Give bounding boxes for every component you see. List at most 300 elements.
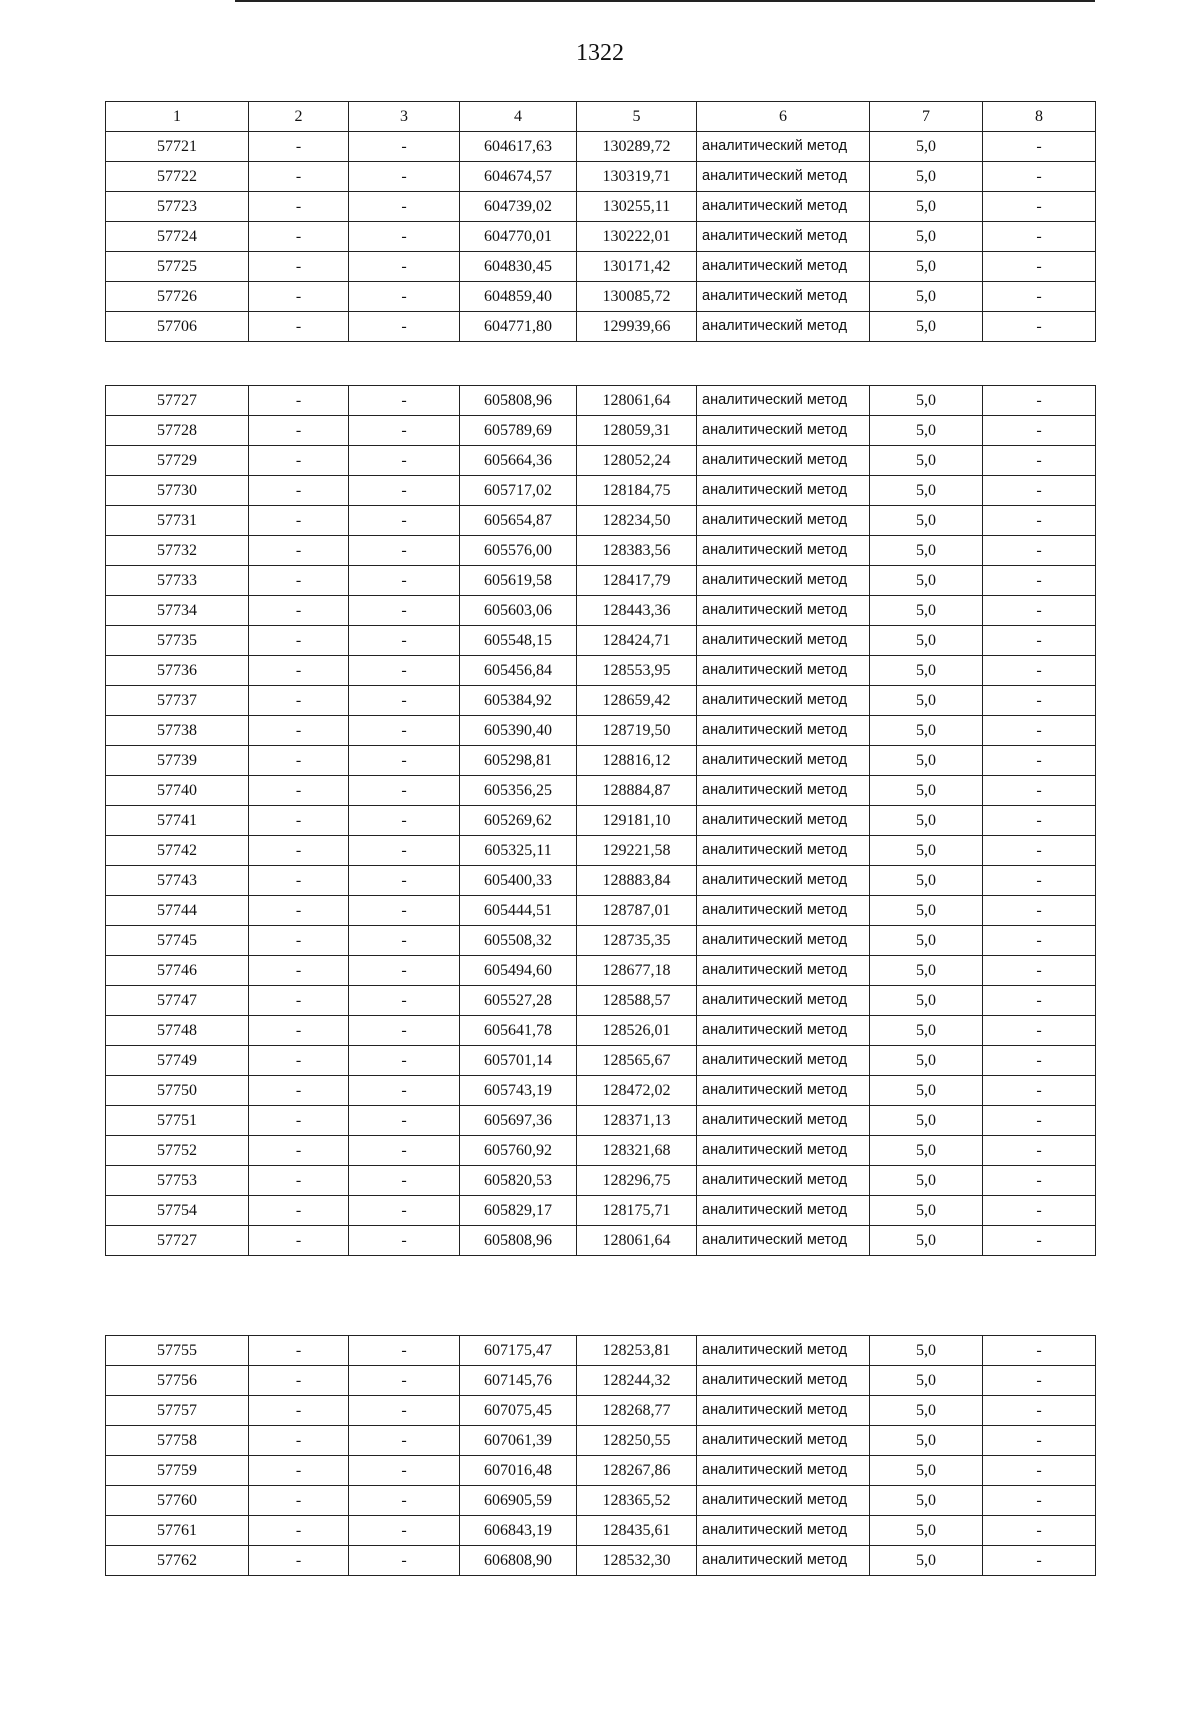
table-cell: - <box>349 386 460 416</box>
table-cell: - <box>983 1396 1096 1426</box>
table-cell: - <box>249 1396 349 1426</box>
table-cell: - <box>249 506 349 536</box>
table-cell: аналитический метод <box>697 1336 870 1366</box>
table-cell: 5,0 <box>870 1166 983 1196</box>
table-cell: - <box>983 1226 1096 1256</box>
table-cell: аналитический метод <box>697 1046 870 1076</box>
table-cell: - <box>983 596 1096 626</box>
table-cell: 128059,31 <box>577 416 697 446</box>
table-cell: 605269,62 <box>460 806 577 836</box>
table-cell: 5,0 <box>870 956 983 986</box>
table-cell: - <box>983 1166 1096 1196</box>
table-cell: - <box>349 416 460 446</box>
table-row <box>106 446 1096 476</box>
table-cell: - <box>249 926 349 956</box>
table-cell: 57738 <box>106 716 249 746</box>
table-cell: - <box>249 312 349 342</box>
table-row <box>106 1546 1096 1576</box>
table-cell: - <box>983 1016 1096 1046</box>
table-cell: 5,0 <box>870 1106 983 1136</box>
table-cell: аналитический метод <box>697 416 870 446</box>
table-cell: - <box>983 192 1096 222</box>
table-cell: 5,0 <box>870 1016 983 1046</box>
table-cell: 57741 <box>106 806 249 836</box>
table-cell: аналитический метод <box>697 312 870 342</box>
table-cell: - <box>349 896 460 926</box>
table-cell: - <box>249 986 349 1016</box>
table-cell: - <box>983 1426 1096 1456</box>
table-cell: 57744 <box>106 896 249 926</box>
table-cell: 605576,00 <box>460 536 577 566</box>
table-cell: 57750 <box>106 1076 249 1106</box>
table-row <box>106 926 1096 956</box>
table-cell: аналитический метод <box>697 596 870 626</box>
table-cell: аналитический метод <box>697 1196 870 1226</box>
table-cell: 5,0 <box>870 866 983 896</box>
table-cell: аналитический метод <box>697 1076 870 1106</box>
table-cell: 5,0 <box>870 1046 983 1076</box>
table-row <box>106 656 1096 686</box>
table-cell: аналитический метод <box>697 986 870 1016</box>
table-cell: - <box>983 836 1096 866</box>
table-row <box>106 1196 1096 1226</box>
table-cell: аналитический метод <box>697 1366 870 1396</box>
table-cell: аналитический метод <box>697 626 870 656</box>
table-cell: - <box>983 1076 1096 1106</box>
table-cell: аналитический метод <box>697 132 870 162</box>
table-cell: - <box>349 446 460 476</box>
table-cell: 57754 <box>106 1196 249 1226</box>
table-cell: - <box>249 1456 349 1486</box>
table-cell: 128417,79 <box>577 566 697 596</box>
table-cell: 5,0 <box>870 386 983 416</box>
table-cell: 57728 <box>106 416 249 446</box>
table-cell: - <box>983 866 1096 896</box>
table-cell: 605494,60 <box>460 956 577 986</box>
table-cell: аналитический метод <box>697 1166 870 1196</box>
table-cell: 607016,48 <box>460 1456 577 1486</box>
table-cell: - <box>349 686 460 716</box>
table-row <box>106 1366 1096 1396</box>
table-cell: - <box>349 1456 460 1486</box>
table-cell: 5,0 <box>870 626 983 656</box>
table-cell: 5,0 <box>870 1336 983 1366</box>
table-row <box>106 686 1096 716</box>
table-cell: - <box>249 836 349 866</box>
table-cell: 5,0 <box>870 416 983 446</box>
table-cell: 130171,42 <box>577 252 697 282</box>
table-cell: 5,0 <box>870 222 983 252</box>
table-row <box>106 1486 1096 1516</box>
table-cell: - <box>983 956 1096 986</box>
table-cell: 128883,84 <box>577 866 697 896</box>
table-row <box>106 626 1096 656</box>
coordinates-table-3 <box>105 1335 1096 1576</box>
table-row <box>106 476 1096 506</box>
table-cell: 5,0 <box>870 566 983 596</box>
table-cell: аналитический метод <box>697 192 870 222</box>
table-cell: - <box>249 1486 349 1516</box>
table-cell: аналитический метод <box>697 1486 870 1516</box>
table-cell: - <box>983 282 1096 312</box>
table-cell: - <box>249 162 349 192</box>
table-cell: 5,0 <box>870 896 983 926</box>
table-cell: 5,0 <box>870 282 983 312</box>
table-cell: 5,0 <box>870 252 983 282</box>
table-cell: - <box>983 746 1096 776</box>
table-cell: - <box>983 1046 1096 1076</box>
table-cell: - <box>349 1426 460 1456</box>
table-cell: 57740 <box>106 776 249 806</box>
table-cell: 5,0 <box>870 596 983 626</box>
table-cell: 5,0 <box>870 192 983 222</box>
table-cell: 128588,57 <box>577 986 697 1016</box>
table-cell: 5,0 <box>870 1546 983 1576</box>
table-cell: - <box>983 416 1096 446</box>
table-cell: 128659,42 <box>577 686 697 716</box>
table-cell: 129221,58 <box>577 836 697 866</box>
table-cell: аналитический метод <box>697 566 870 596</box>
table-cell: - <box>249 1016 349 1046</box>
table-cell: 57751 <box>106 1106 249 1136</box>
table-row <box>106 506 1096 536</box>
table-cell: 128435,61 <box>577 1516 697 1546</box>
table-cell: - <box>983 312 1096 342</box>
table-cell: - <box>349 596 460 626</box>
table-row <box>106 836 1096 866</box>
table-cell: 605400,33 <box>460 866 577 896</box>
table-cell: - <box>349 926 460 956</box>
table-cell: - <box>349 222 460 252</box>
table-cell: - <box>349 836 460 866</box>
table-cell: - <box>249 806 349 836</box>
table-cell: - <box>249 866 349 896</box>
table-cell: 130085,72 <box>577 282 697 312</box>
table-cell: 607145,76 <box>460 1366 577 1396</box>
table-cell: - <box>983 1546 1096 1576</box>
table-cell: 128371,13 <box>577 1106 697 1136</box>
table-cell: 605325,11 <box>460 836 577 866</box>
table-cell: 605444,51 <box>460 896 577 926</box>
table-cell: 57739 <box>106 746 249 776</box>
table-cell: 606808,90 <box>460 1546 577 1576</box>
table-cell: 5,0 <box>870 162 983 192</box>
table-cell: 604739,02 <box>460 192 577 222</box>
table-cell: 128234,50 <box>577 506 697 536</box>
table-cell: аналитический метод <box>697 836 870 866</box>
table-row <box>106 1046 1096 1076</box>
table-row <box>106 746 1096 776</box>
table-cell: - <box>349 776 460 806</box>
table-cell: 57746 <box>106 956 249 986</box>
table-cell: 57757 <box>106 1396 249 1426</box>
table-cell: 128253,81 <box>577 1336 697 1366</box>
table-cell: 605508,32 <box>460 926 577 956</box>
table-cell: 605820,53 <box>460 1166 577 1196</box>
table-cell: 57749 <box>106 1046 249 1076</box>
table-cell: - <box>249 1196 349 1226</box>
table-cell: 5,0 <box>870 926 983 956</box>
table-cell: - <box>983 1516 1096 1546</box>
table-cell: 57745 <box>106 926 249 956</box>
table-cell: 128735,35 <box>577 926 697 956</box>
table-cell: 57755 <box>106 1336 249 1366</box>
table-cell: аналитический метод <box>697 222 870 252</box>
table-row <box>106 1106 1096 1136</box>
table-cell: - <box>983 896 1096 926</box>
table-cell: 57742 <box>106 836 249 866</box>
table-cell: 130289,72 <box>577 132 697 162</box>
table-cell: 128884,87 <box>577 776 697 806</box>
table-cell: - <box>349 162 460 192</box>
table-cell: - <box>349 1016 460 1046</box>
table-cell: 5,0 <box>870 656 983 686</box>
table-cell: 57730 <box>106 476 249 506</box>
table-cell: аналитический метод <box>697 536 870 566</box>
table-cell: - <box>349 192 460 222</box>
table-cell: 605829,17 <box>460 1196 577 1226</box>
table-cell: 128553,95 <box>577 656 697 686</box>
table-cell: 605356,25 <box>460 776 577 806</box>
table-cell: - <box>249 776 349 806</box>
header-cell: 6 <box>697 102 870 132</box>
top-rule <box>235 0 1095 2</box>
table-cell: - <box>349 1516 460 1546</box>
table-cell: - <box>349 626 460 656</box>
table-cell: 606843,19 <box>460 1516 577 1546</box>
table-cell: 57752 <box>106 1136 249 1166</box>
table-cell: - <box>249 626 349 656</box>
table-cell: 128250,55 <box>577 1426 697 1456</box>
table-cell: - <box>983 446 1096 476</box>
table-cell: 57759 <box>106 1456 249 1486</box>
table-cell: аналитический метод <box>697 866 870 896</box>
table-cell: - <box>983 222 1096 252</box>
table-cell: - <box>349 1076 460 1106</box>
table-cell: 128787,01 <box>577 896 697 926</box>
table-cell: 5,0 <box>870 686 983 716</box>
table-cell: - <box>349 1336 460 1366</box>
table-cell: - <box>249 746 349 776</box>
table-row <box>106 282 1096 312</box>
table-cell: аналитический метод <box>697 446 870 476</box>
table-cell: 128061,64 <box>577 1226 697 1256</box>
table-row <box>106 1166 1096 1196</box>
table-cell: - <box>349 1046 460 1076</box>
table-row <box>106 416 1096 446</box>
header-cell: 8 <box>983 102 1096 132</box>
table-cell: - <box>983 132 1096 162</box>
table-cell: 128526,01 <box>577 1016 697 1046</box>
table-cell: - <box>249 416 349 446</box>
table-row <box>106 986 1096 1016</box>
table-cell: 605664,36 <box>460 446 577 476</box>
table-cell: - <box>349 506 460 536</box>
table-cell: 5,0 <box>870 1366 983 1396</box>
table-cell: аналитический метод <box>697 1136 870 1166</box>
table-cell: - <box>349 566 460 596</box>
table-cell: 57727 <box>106 386 249 416</box>
table-row <box>106 1016 1096 1046</box>
table-cell: 5,0 <box>870 806 983 836</box>
table-cell: - <box>249 222 349 252</box>
table-cell: 57725 <box>106 252 249 282</box>
table-cell: 129939,66 <box>577 312 697 342</box>
table-row <box>106 596 1096 626</box>
table-cell: - <box>983 686 1096 716</box>
table-cell: 130255,11 <box>577 192 697 222</box>
table-cell: 128268,77 <box>577 1396 697 1426</box>
table-row <box>106 162 1096 192</box>
table-cell: - <box>983 1196 1096 1226</box>
table-row <box>106 222 1096 252</box>
table-cell: 128472,02 <box>577 1076 697 1106</box>
table-cell: - <box>983 162 1096 192</box>
table-cell: - <box>249 1106 349 1136</box>
table-cell: - <box>249 1366 349 1396</box>
table-cell: аналитический метод <box>697 896 870 926</box>
table-cell: 57731 <box>106 506 249 536</box>
table-cell: 605619,58 <box>460 566 577 596</box>
table-cell: аналитический метод <box>697 162 870 192</box>
table-cell: 5,0 <box>870 1136 983 1166</box>
table-cell: - <box>249 1136 349 1166</box>
table-cell: - <box>249 132 349 162</box>
table-cell: 606905,59 <box>460 1486 577 1516</box>
table-cell: 128816,12 <box>577 746 697 776</box>
table-cell: 605717,02 <box>460 476 577 506</box>
header-cell: 5 <box>577 102 697 132</box>
table-cell: 57722 <box>106 162 249 192</box>
table-cell: 128532,30 <box>577 1546 697 1576</box>
table-cell: 5,0 <box>870 1076 983 1106</box>
table-cell: 57747 <box>106 986 249 1016</box>
table-cell: 128365,52 <box>577 1486 697 1516</box>
table-cell: 128244,32 <box>577 1366 697 1396</box>
table-cell: 5,0 <box>870 776 983 806</box>
table-cell: - <box>249 252 349 282</box>
table-cell: - <box>349 312 460 342</box>
table-cell: аналитический метод <box>697 776 870 806</box>
table-cell: - <box>349 1366 460 1396</box>
table-cell: - <box>249 1226 349 1256</box>
table-cell: - <box>249 192 349 222</box>
table-cell: - <box>983 656 1096 686</box>
table-cell: - <box>983 1136 1096 1166</box>
table-cell: 57729 <box>106 446 249 476</box>
table-cell: аналитический метод <box>697 1396 870 1426</box>
table-cell: - <box>249 596 349 626</box>
table-cell: 57756 <box>106 1366 249 1396</box>
table-cell: 607075,45 <box>460 1396 577 1426</box>
table-cell: аналитический метод <box>697 1226 870 1256</box>
table-cell: 605808,96 <box>460 386 577 416</box>
table-cell: 57735 <box>106 626 249 656</box>
table-cell: - <box>983 926 1096 956</box>
table-cell: 57724 <box>106 222 249 252</box>
table-cell: - <box>349 476 460 506</box>
table-cell: аналитический метод <box>697 926 870 956</box>
table-row <box>106 1456 1096 1486</box>
table-cell: 128565,67 <box>577 1046 697 1076</box>
table-cell: - <box>349 986 460 1016</box>
table-cell: 128267,86 <box>577 1456 697 1486</box>
table-cell: аналитический метод <box>697 656 870 686</box>
table-cell: 5,0 <box>870 716 983 746</box>
table-cell: 128061,64 <box>577 386 697 416</box>
table-cell: 57736 <box>106 656 249 686</box>
table-cell: 605760,92 <box>460 1136 577 1166</box>
table-row <box>106 566 1096 596</box>
table-cell: 5,0 <box>870 132 983 162</box>
table-cell: 605789,69 <box>460 416 577 446</box>
header-cell: 3 <box>349 102 460 132</box>
table-cell: аналитический метод <box>697 282 870 312</box>
table-cell: 605603,06 <box>460 596 577 626</box>
table-row <box>106 956 1096 986</box>
table-cell: 604830,45 <box>460 252 577 282</box>
table-cell: - <box>983 1486 1096 1516</box>
table-cell: - <box>349 132 460 162</box>
table-cell: 57723 <box>106 192 249 222</box>
table-cell: - <box>249 1046 349 1076</box>
header-row <box>106 102 1096 132</box>
table-cell: - <box>249 1426 349 1456</box>
table-cell: - <box>983 986 1096 1016</box>
table-cell: - <box>349 252 460 282</box>
table-cell: - <box>983 1366 1096 1396</box>
table-cell: 605384,92 <box>460 686 577 716</box>
table-cell: 57726 <box>106 282 249 312</box>
table-cell: 57727 <box>106 1226 249 1256</box>
table-row <box>106 192 1096 222</box>
table-cell: 5,0 <box>870 1426 983 1456</box>
table-cell: 607175,47 <box>460 1336 577 1366</box>
table-cell: 128424,71 <box>577 626 697 656</box>
table-cell: 604771,80 <box>460 312 577 342</box>
table-cell: 604674,57 <box>460 162 577 192</box>
table-cell: аналитический метод <box>697 1426 870 1456</box>
table-cell: 129181,10 <box>577 806 697 836</box>
table-cell: 5,0 <box>870 506 983 536</box>
table-row <box>106 866 1096 896</box>
table-cell: - <box>983 566 1096 596</box>
table-cell: 57758 <box>106 1426 249 1456</box>
table-cell: - <box>349 1166 460 1196</box>
table-row <box>106 386 1096 416</box>
table-cell: 57734 <box>106 596 249 626</box>
table-cell: - <box>983 1456 1096 1486</box>
table-cell: 604617,63 <box>460 132 577 162</box>
table-cell: 128296,75 <box>577 1166 697 1196</box>
table-cell: 5,0 <box>870 1196 983 1226</box>
table-cell: 5,0 <box>870 536 983 566</box>
table-row <box>106 1396 1096 1426</box>
table-row <box>106 132 1096 162</box>
table-cell: аналитический метод <box>697 956 870 986</box>
table-cell: 5,0 <box>870 986 983 1016</box>
table-cell: 128052,24 <box>577 446 697 476</box>
table-cell: - <box>249 1336 349 1366</box>
table-row <box>106 312 1096 342</box>
table-cell: 57732 <box>106 536 249 566</box>
table-cell: - <box>983 252 1096 282</box>
table-cell: 128184,75 <box>577 476 697 506</box>
table-cell: - <box>983 476 1096 506</box>
table-row <box>106 1136 1096 1166</box>
table-cell: - <box>983 386 1096 416</box>
table-cell: 57733 <box>106 566 249 596</box>
